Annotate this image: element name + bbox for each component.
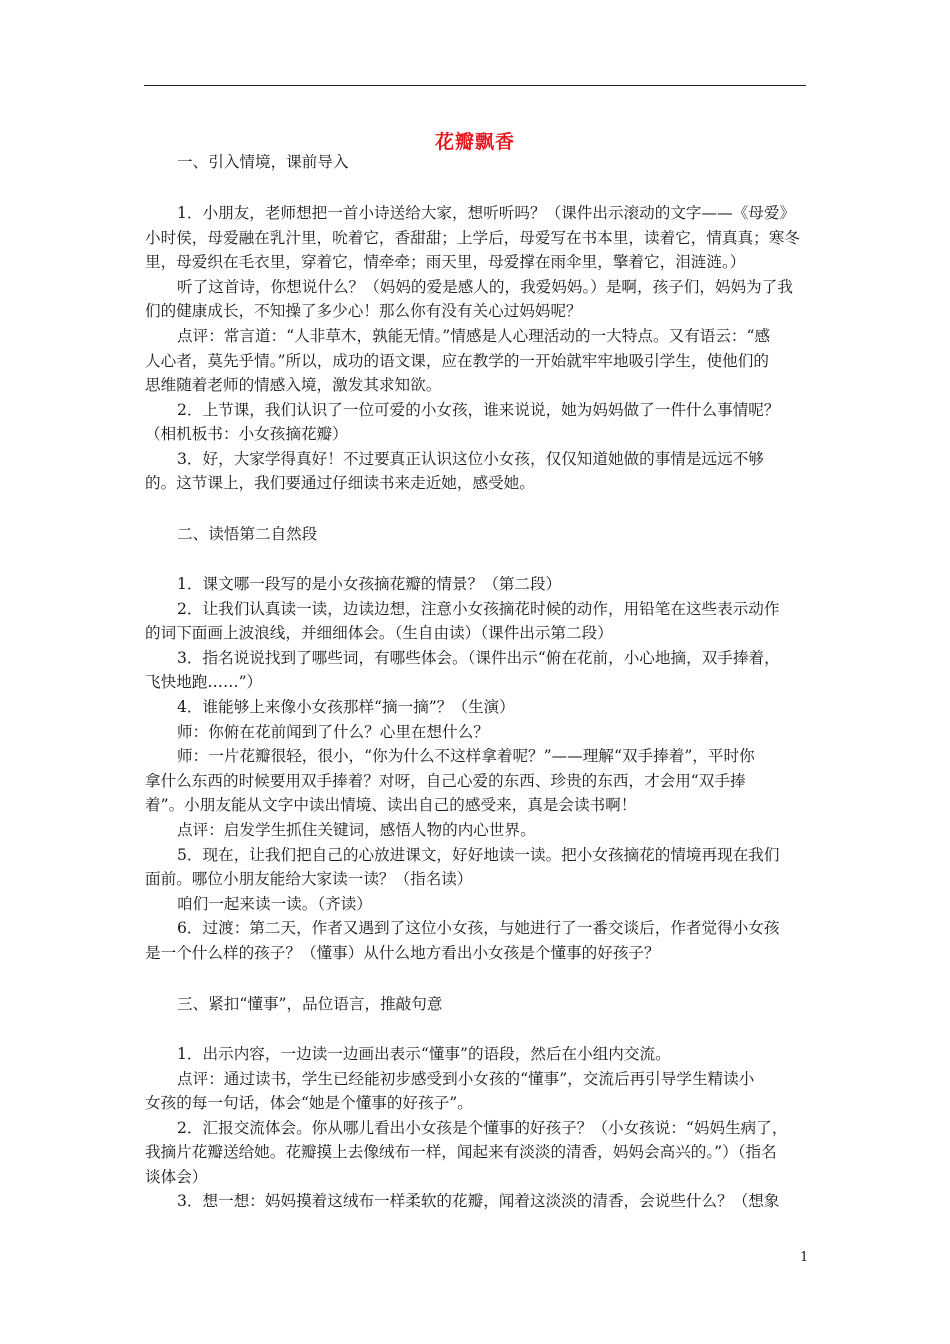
paragraph-line: 4．谁能够上来像小女孩那样“摘一摘”？（生演） [177,698,515,716]
paragraph-line: 小时侯，母爱融在乳汁里，吮着它，香甜甜；上学后，母爱写在书本里，读着它，情真真；寒冬 [145,229,800,247]
paragraph-line: 谈体会） [145,1168,208,1186]
paragraph-line: 点评：通过读书，学生已经能初步感受到小女孩的“懂事”，交流后再引导学生精读小 [177,1070,755,1088]
paragraph-line: 3．想一想：妈妈摸着这绒布一样柔软的花瓣，闻着这淡淡的清香，会说些什么？（想象 [177,1192,780,1210]
paragraph-line: 面前。哪位小朋友能给大家读一读？（指名读） [145,870,473,888]
section-heading: 一、引入情境，课前导入 [177,153,349,171]
section-heading: 三、紧扣“懂事”，品位语言，推敲句意 [177,995,443,1013]
paragraph-line: 师：一片花瓣很轻，很小，“你为什么不这样拿着呢？”——理解“双手捧着”，平时你 [177,747,755,765]
header-rule [144,85,806,86]
paragraph-line: 思维随着老师的情感入境，激发其求知欲。 [145,376,442,394]
paragraph-line: 听了这首诗，你想说什么？（妈妈的爱是感人的，我爱妈妈。）是啊，孩子们，妈妈为了我 [177,278,793,296]
paragraph-line: 1．课文哪一段写的是小女孩摘花瓣的情景？（第二段） [177,575,562,593]
paragraph-line: 点评：常言道：“人非草木，孰能无情。”情感是人心理活动的一大特点。又有语云：“感 [177,327,771,345]
paragraph-line: 的。这节课上，我们要通过仔细读书来走近她，感受她。 [145,474,535,492]
paragraph-line: 们的健康成长，不知操了多少心！那么你有没有关心过妈妈呢？ [145,302,582,320]
paragraph-line: 我摘片花瓣送给她。花瓣摸上去像绒布一样，闻起来有淡淡的清香，妈妈会高兴的。”）（指名 [145,1143,777,1161]
paragraph-line: 1．小朋友，老师想把一首小诗送给大家，想听听吗？（课件出示滚动的文字——《母爱》 [177,204,796,222]
paragraph-line: （相机板书：小女孩摘花瓣） [145,425,348,443]
paragraph-line: 师：你俯在花前闻到了什么？心里在想什么？ [177,723,489,741]
section-heading: 二、读悟第二自然段 [177,525,318,543]
paragraph-line: 是一个什么样的孩子？（懂事）从什么地方看出小女孩是个懂事的好孩子？ [145,944,660,962]
paragraph-line: 2．上节课，我们认识了一位可爱的小女孩，谁来说说，她为妈妈做了一件什么事情呢？ [177,401,780,419]
paragraph-line: 1．出示内容，一边读一边画出表示“懂事”的语段，然后在小组内交流。 [177,1045,671,1063]
paragraph-line: 的词下面画上波浪线，并细细体会。（生自由读）（课件出示第二段） [145,624,613,642]
paragraph-line: 女孩的每一句话，体会“她是个懂事的好孩子”。 [145,1094,473,1112]
paragraph-line: 飞快地跑……”） [145,673,263,691]
paragraph-line: 点评：启发学生抓住关键词，感悟人物的内心世界。 [177,821,536,839]
paragraph-line: 着”。小朋友能从文字中读出情境、读出自己的感受来，真是会读书啊！ [145,796,637,814]
paragraph-line: 2．汇报交流体会。你从哪儿看出小女孩是个懂事的好孩子？（小女孩说：“妈妈生病了， [177,1119,788,1137]
page-number: 1 [800,1250,809,1265]
paragraph-line: 2．让我们认真读一读，边读边想，注意小女孩摘花时候的动作，用铅笔在这些表示动作 [177,600,780,618]
paragraph-line: 3．好，大家学得真好！不过要真正认识这位小女孩，仅仅知道她做的事情是远远不够 [177,450,764,468]
paragraph-line: 人心者，莫先乎情。”所以，成功的语文课，应在教学的一开始就牢牢地吸引学生，使他们的 [145,352,769,370]
paragraph-line: 6．过渡：第二天，作者又遇到了这位小女孩，与她进行了一番交谈后，作者觉得小女孩 [177,919,780,937]
paragraph-line: 5．现在，让我们把自己的心放进课文，好好地读一读。把小女孩摘花的情境再现在我们 [177,846,780,864]
paragraph-line: 咱们一起来读一读。（齐读） [177,895,372,913]
paragraph-line: 拿什么东西的时候要用双手捧着？对呀，自己心爱的东西、珍贵的东西，才会用“双手捧 [145,772,746,790]
paragraph-line: 里，母爱织在毛衣里，穿着它，情牵牵；雨天里，母爱撑在雨伞里，擎着它，泪涟涟。） [145,253,746,271]
paragraph-line: 3．指名说说找到了哪些词，有哪些体会。（课件出示“俯在花前，小心地摘，双手捧着， [177,649,780,667]
document-title: 花瓣飘香 [434,131,515,153]
